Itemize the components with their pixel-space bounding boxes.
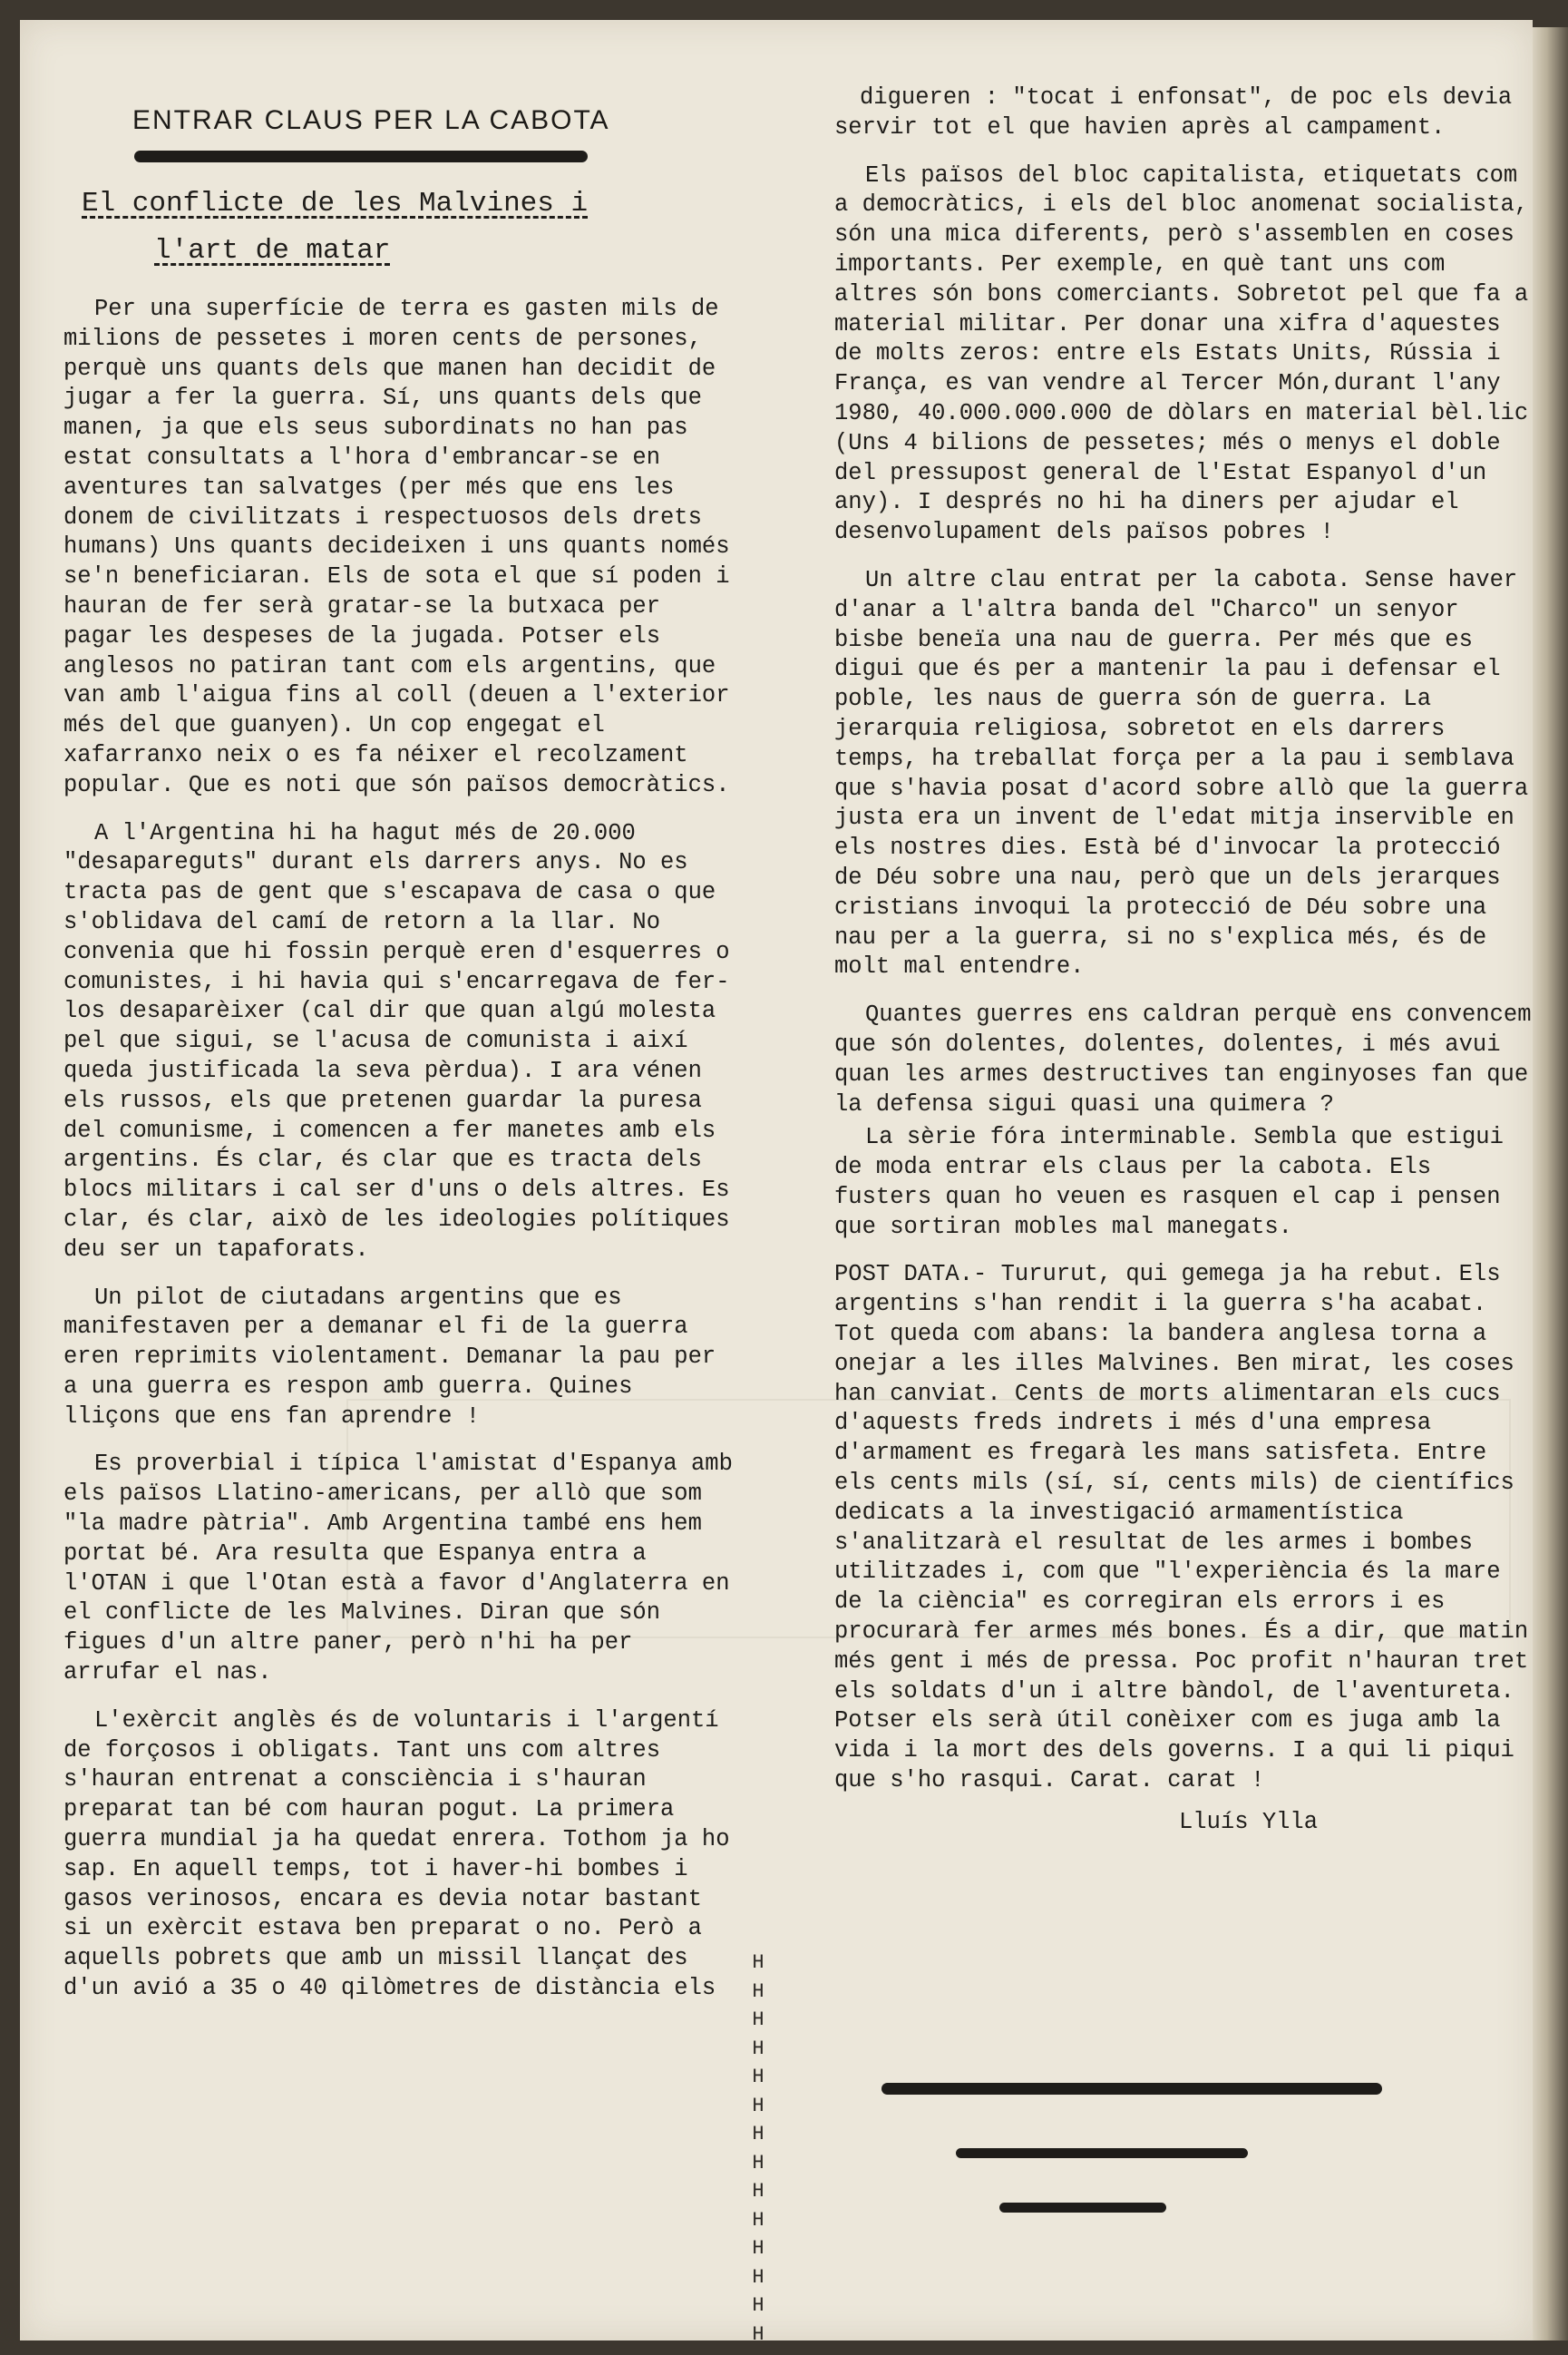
separator-glyph-item: H: [752, 1951, 765, 1974]
separator-glyph-item: H: [752, 2123, 765, 2145]
separator-glyph-item: H: [752, 2294, 765, 2317]
right-column: [834, 83, 1537, 1835]
right-paragraph: Un altre clau entrat per la cabota. Sense haver d'anar a l'altra banda del "Charco" un senyor bisbe beneïa una nau de guerra. Per més que es digui que és per a mantenir la pau i defensar el poble, les naus de guerra són de guerra. La jerarquia religiosa, sobretot en els darrers temps, ha treballat força per a la pau i semblava que s'havia posat d'acord sobre allò que la guerra justa era un invent de l'edat mitja inservible en els nostres dies. Està bé d'invocar la protecció de Déu sobre una nau, però que un dels jerarques cristians invoqui la protecció de Déu sobre una nau per a la guerra, si no s'explica més, és de molt mal entendre.: [834, 566, 1529, 981]
left-column: [63, 83, 742, 2004]
right-paragraph: La sèrie fóra interminable. Sembla que estigui de moda entrar els claus per la cabota. Els fusters quan ho veuen es rasquen el cap i pensen que sortiran mobles mal manegats.: [834, 1124, 1504, 1240]
closing-rule-medium: [956, 2148, 1248, 2158]
title-line-1: El conflicte de les Malvines i: [82, 188, 589, 220]
kicker-rule: [134, 151, 588, 162]
section-kicker: ENTRAR CLAUS PER LA CABOTA: [132, 105, 610, 135]
closing-rule-long: [881, 2083, 1382, 2095]
separator-glyph-item: H: [752, 2008, 765, 2031]
page-edge: [1533, 27, 1568, 2340]
left-paragraph: A l'Argentina hi ha hagut més de 20.000 "desapareguts" durant els darrers anys. No es tracta pas de gent que s'escapava de casa o que s'oblidava del camí de retorn a la llar. No convenia que hi fossin perquè eren d'esquerres o comunistes, i hi havia qui s'encarregava de fer-los desaparèixer (cal dir que quan algú molesta pel que sigui, se l'acusa de comunista i així queda justificada la seva pèrdua). I ara vénen els russos, els que pretenen guardar la puresa del comunisme, i comencen a fer manetes amb els argentins. És clar, és clar que es tracta dels blocs militars i cal ser d'uns o dels altres. Es clar, és clar, això de les ideologies polítiques deu ser un tapaforats.: [63, 819, 730, 1263]
right-paragraph: Els països del bloc capitalista, etiquetats com a democràtics, i els del bloc anomenat socialista, són una mica diferents, però s'assemblen en coses importants. Per exemple, en què tant uns com altres són bons comerciants. Sobretot pel que fa a material militar. Per donar una xifra d'aquestes de molts zeros: entre els Estats Units, Rússia i França, es van vendre al Tercer Món,durant l'any 1980, 40.000.000.000 de dòlars en material bèl.lic (Uns 4 bilions de pessetes; més o menys el doble del pressupost general de l'Estat Espanyol d'un any). I després no hi ha diners per ajudar el desenvolupament dels països pobres !: [834, 161, 1529, 546]
right-paragraph: digueren : "tocat i enfonsat", de poc els devia servir tot el que havien après al campament.: [834, 84, 1513, 141]
left-paragraph: Per una superfície de terra es gasten mils de milions de pessetes i moren cents de persones, perquè uns quants dels que manen han decidit de jugar a fer la guerra. Sí, uns quants dels que manen, ja que els seus subordinats no han pas estat consultats a l'hora d'embrancar-se en aventures tan salvatges (per més que ens les donem de civilitzats i respectuosos dels drets humans) Uns quants decideixen i uns quants només se'n beneficiaran. Els de sota el que sí poden i hauran de fer serà gratar-se la butxaca per pagar les despeses de la jugada. Potser els anglesos no patiran tant com els argentins, que van amb l'aigua fins al coll (deuen a l'exterior més del que guanyen). Un cop engegat el xafarranxo neix o es fa néixer el recolzament popular. Que es noti que són països democràtics.: [63, 296, 730, 798]
article-title: [82, 181, 742, 275]
separator-glyph-item: H: [752, 2265, 765, 2289]
closing-rule-short: [999, 2203, 1166, 2213]
left-paragraph: Es proverbial i típica l'amistat d'Espanya amb els països Llatino-americans, per allò que som "la madre pàtria". Amb Argentina també ens hem portat bé. Ara resulta que Espanya entra a l'OTAN i que l'Otan està a favor d'Anglaterra en el conflicte de les Malvines. Diran que són figues d'un altre paner, però n'hi ha per arrufar el nas.: [63, 1451, 733, 1686]
author-signature: Lluís Ylla: [1179, 1808, 1319, 1835]
separator-glyph: [749, 1949, 767, 2349]
separator-glyph-item: H: [752, 2094, 765, 2117]
separator-glyph-item: H: [752, 2151, 765, 2174]
left-paragraph: Un pilot de ciutadans argentins que es manifestaven per a demanar el fi de la guerra eren reprimits violentament. Demanar la pau per a una guerra es respon amb guerra. Quines lliçons que ens fan aprendre !: [63, 1284, 716, 1430]
separator-glyph-item: H: [752, 2237, 765, 2260]
postscript-paragraph: POST DATA.- Tururut, qui gemega ja ha rebut. Els argentins s'han rendit i la guerra s'ha acabat. Tot queda com abans: la bandera anglesa torna a onejar a les illes Malvines. Ben mirat, les coses han canviat. Cents de morts alimentaran els cucs d'aquests freds indrets i més d'una empresa d'armament es fregarà les mans satisfeta. Entre els cents mils (sí, sí, cents mils) de científics dedicats a la investigació armamentística s'analitzarà el resultat de les armes i bombes utilitzades i, com que "l'experiència és la mare de la ciència" es corregiran els errors i es procurarà fer armes més bones. És a dir, que matin més gent i més de pressa. Poc profit n'hauran tret els soldats d'un i altre bàndol, de l'aventureta. Potser els serà útil conèixer com es juga amb la vida i la mort des dels governs. I a qui li piqui que s'ho rasqui. Carat. carat !: [834, 1261, 1529, 1794]
separator-glyph-item: H: [752, 2066, 765, 2088]
separator-glyph-item: H: [752, 2037, 765, 2060]
right-paragraph: Quantes guerres ens caldran perquè ens convencem que són dolentes, dolentes, dolentes, i més avui quan les armes destructives tan enginyoses fan que la defensa sigui quasi una quimera ?: [834, 1002, 1532, 1118]
column-separator: [749, 1949, 767, 2349]
separator-glyph-item: H: [752, 2208, 765, 2232]
title-line-2: l'art de matar: [154, 235, 391, 267]
separator-glyph-item: H: [752, 1979, 765, 2003]
separator-glyph-item: H: [752, 2322, 765, 2346]
separator-glyph-item: H: [752, 2180, 765, 2203]
left-paragraph: L'exèrcit anglès és de voluntaris i l'argentí de forçosos i obligats. Tant uns com altres s'hauran entrenat a consciència i s'hauran preparat tan bé com hauran pogut. La primera guerra mundial ja ha quedat enrera. Tothom ja ho sap. En aquell temps, tot i haver-hi bombes i gasos verinosos, encara es devia notar bastant si un exèrcit estava ben preparat o no. Però a aquells pobrets que amb un missil llançat des d'un avió a 35 o 40 qilòmetres de distància els: [63, 1706, 730, 2002]
